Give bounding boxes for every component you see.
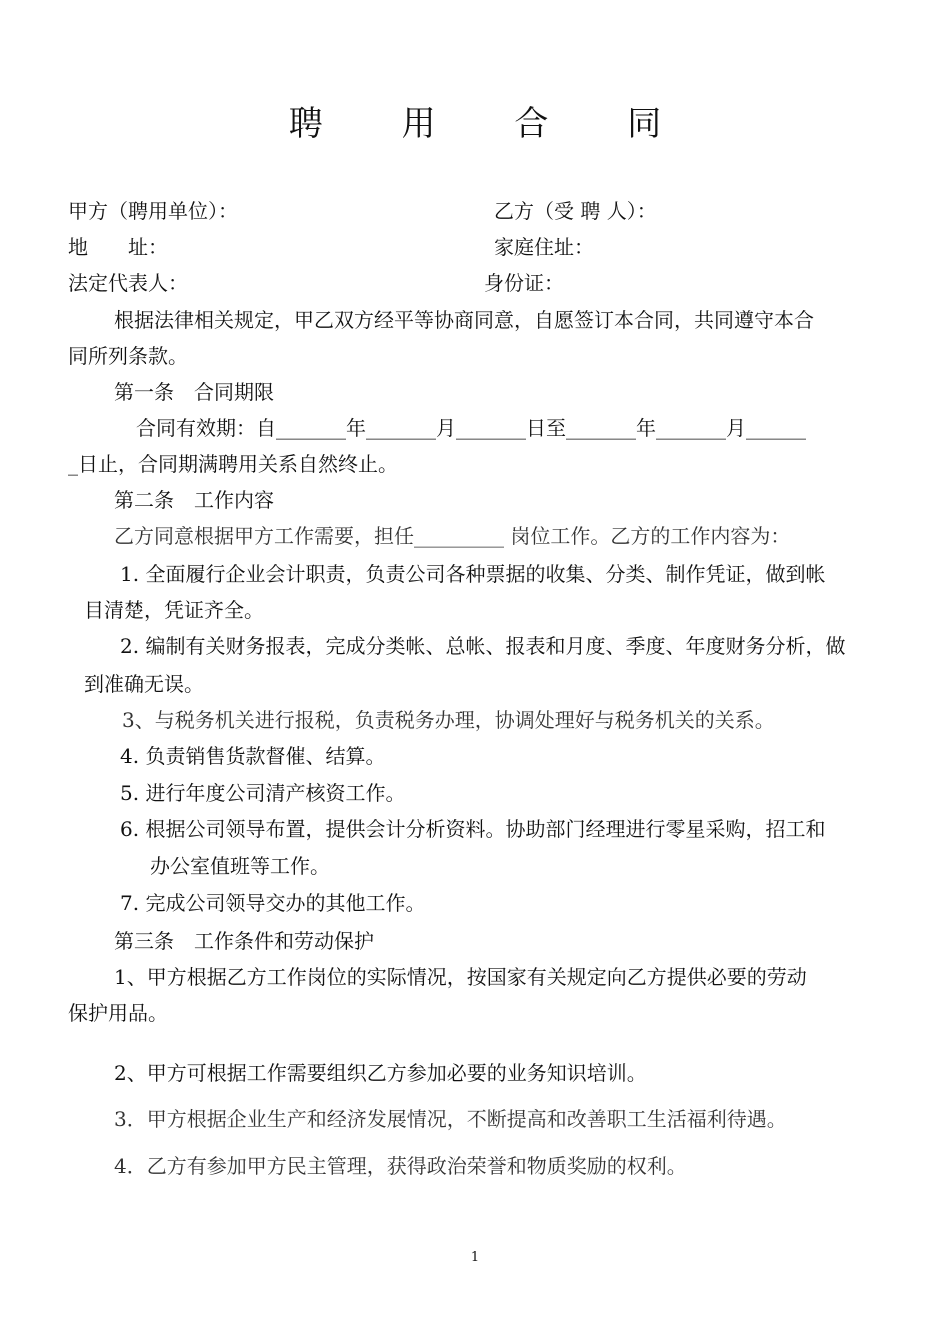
- party-b-id: 身份证：: [484, 271, 564, 295]
- intro-line-1: 根据法律相关规定，甲乙双方经平等协商同意，自愿签订本合同，共同遵守本合: [114, 308, 814, 332]
- article3-item-4: 4．乙方有参加甲方民主管理，获得政治荣誉和物质奖励的权利。: [114, 1154, 687, 1178]
- article2-item-6b: 办公室值班等工作。: [150, 854, 330, 878]
- article2-item-7: 7. 完成公司领导交办的其他工作。: [120, 891, 426, 915]
- intro-line-2: 同所列条款。: [68, 344, 188, 368]
- article3-item-1b: 保护用品。: [68, 1001, 168, 1025]
- article1-line-2: _日止，合同期满聘用关系自然终止。: [68, 452, 398, 476]
- party-a-legal-rep: 法定代表人：: [68, 271, 188, 295]
- article3-heading: 第三条 工作条件和劳动保护: [114, 929, 374, 953]
- article3-item-1a: 1、甲方根据乙方工作岗位的实际情况，按国家有关规定向乙方提供必要的劳动: [114, 965, 807, 989]
- article2-item-6a: 6. 根据公司领导布置，提供会计分析资料。协助部门经理进行零星采购，招工和: [120, 817, 826, 841]
- page-title: 聘 用 合 同: [288, 104, 696, 144]
- article2-item-2a: 2. 编制有关财务报表，完成分类帐、总帐、报表和月度、季度、年度财务分析，做: [120, 634, 846, 658]
- article2-item-2b: 到准确无误。: [84, 672, 204, 696]
- party-b-address: 家庭住址：: [494, 235, 594, 259]
- article3-item-3: 3．甲方根据企业生产和经济发展情况，不断提高和改善职工生活福利待遇。: [114, 1107, 787, 1131]
- article1-heading: 第一条 合同期限: [114, 380, 274, 404]
- party-a-address: 地 址：: [68, 235, 168, 259]
- article2-heading: 第二条 工作内容: [114, 488, 274, 512]
- article2-item-1b: 目清楚，凭证齐全。: [84, 598, 264, 622]
- article1-line-1: 合同有效期：自_______年_______月_______日至_______年_______月______: [136, 416, 806, 440]
- article2-item-3: 3、与税务机关进行报税，负责税务办理，协调处理好与税务机关的关系。: [122, 708, 775, 732]
- party-a-label: 甲方（聘用单位）：: [68, 199, 238, 223]
- article3-item-2: 2、甲方可根据工作需要组织乙方参加必要的业务知识培训。: [114, 1061, 647, 1085]
- party-b-label: 乙方（受 聘 人）：: [494, 199, 657, 223]
- article2-intro: 乙方同意根据甲方工作需要，担任_________ 岗位工作。乙方的工作内容为：: [114, 524, 791, 548]
- article2-item-5: 5. 进行年度公司清产核资工作。: [120, 781, 406, 805]
- article2-item-1a: 1. 全面履行企业会计职责，负责公司各种票据的收集、分类、制作凭证，做到帐: [120, 562, 826, 586]
- article2-item-4: 4. 负责销售货款督催、结算。: [120, 744, 386, 768]
- page-number: 1: [470, 1250, 480, 1265]
